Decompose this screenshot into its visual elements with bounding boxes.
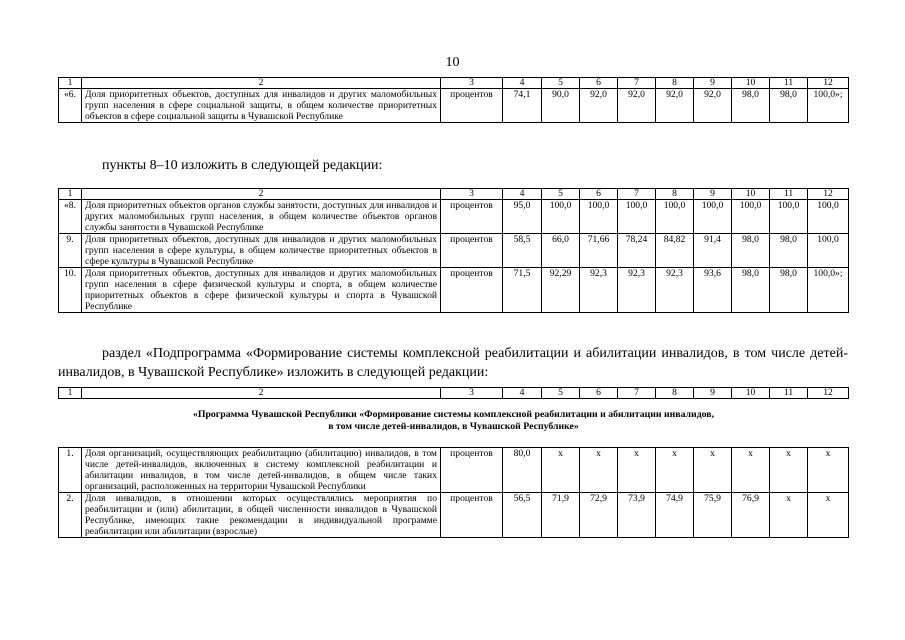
indicator-description: Доля организаций, осуществляющих реабилитацию (абилитацию) инвалидов, в том числе детей-инвалидов, включенных в систему комплексной реабилитации и абилитации инвалидов, в том числе детей-инвалидов, в общем числе таких организаций, расположенных на территории Чувашской Республики (82, 448, 441, 493)
value-cell: 91,4 (694, 234, 732, 268)
column-number: 10 (732, 78, 770, 89)
value-cell: 78,24 (618, 234, 656, 268)
value-cell: 80,0 (503, 448, 542, 493)
column-number: 2 (82, 388, 441, 399)
value-cell: 92,0 (656, 89, 694, 123)
table-3 (58, 387, 849, 538)
value-cell: 100,0»; (808, 89, 849, 123)
column-number: 6 (580, 388, 618, 399)
column-number: 5 (542, 78, 580, 89)
value-cell: 74,1 (503, 89, 542, 123)
table-row (59, 493, 849, 538)
column-number: 10 (732, 388, 770, 399)
value-cell: 75,9 (694, 493, 732, 538)
table-row (59, 89, 849, 123)
value-cell: 56,5 (503, 493, 542, 538)
column-number: 9 (694, 189, 732, 200)
program-subtitle (59, 399, 849, 448)
column-number: 9 (694, 78, 732, 89)
column-number: 11 (770, 388, 808, 399)
column-number: 8 (656, 388, 694, 399)
header-row (59, 388, 849, 399)
value-cell: 71,66 (580, 234, 618, 268)
value-cell: 74,9 (656, 493, 694, 538)
value-cell: 92,0 (694, 89, 732, 123)
value-cell: 100,0 (694, 200, 732, 234)
header-row (59, 189, 849, 200)
value-cell: x (732, 448, 770, 493)
value-cell: x (580, 448, 618, 493)
value-cell: x (808, 448, 849, 493)
unit-cell: процентов (441, 89, 503, 123)
value-cell: x (770, 448, 808, 493)
row-number: «8. (59, 200, 82, 234)
value-cell: 93,6 (694, 268, 732, 313)
value-cell: 92,3 (618, 268, 656, 313)
value-cell: x (694, 448, 732, 493)
column-number: 6 (580, 189, 618, 200)
column-number: 12 (808, 189, 849, 200)
column-number: 4 (503, 78, 542, 89)
column-number: 9 (694, 388, 732, 399)
row-number: 1. (59, 448, 82, 493)
subtitle-row (59, 399, 849, 448)
value-cell: x (542, 448, 580, 493)
column-number: 3 (441, 189, 503, 200)
value-cell: 100,0 (580, 200, 618, 234)
value-cell: 76,9 (732, 493, 770, 538)
column-number: 8 (656, 189, 694, 200)
column-number: 4 (503, 189, 542, 200)
table-row (59, 268, 849, 313)
table-2 (58, 188, 849, 313)
value-cell: 98,0 (732, 89, 770, 123)
indicator-description: Доля приоритетных объектов, доступных для инвалидов и других маломобильных групп населения в сфере социальной защиты, в общем количестве приоритетных объектов в сфере социальной защиты в Чувашской Республике (82, 89, 441, 123)
value-cell: 100,0 (618, 200, 656, 234)
unit-cell: процентов (441, 268, 503, 313)
column-number: 11 (770, 189, 808, 200)
value-cell: 98,0 (732, 268, 770, 313)
column-number: 1 (59, 388, 82, 399)
column-number: 11 (770, 78, 808, 89)
value-cell: 100,0 (656, 200, 694, 234)
column-number: 1 (59, 78, 82, 89)
value-cell: 100,0 (542, 200, 580, 234)
header-row (59, 78, 849, 89)
value-cell: 92,29 (542, 268, 580, 313)
value-cell: x (770, 493, 808, 538)
value-cell: 98,0 (770, 234, 808, 268)
table-row (59, 200, 849, 234)
value-cell: 73,9 (618, 493, 656, 538)
indicator-description: Доля приоритетных объектов, доступных для инвалидов и других маломобильных групп населения в сфере культуры, в общем количестве приоритетных объектов в сфере культуры в Чувашской Республике (82, 234, 441, 268)
column-number: 5 (542, 388, 580, 399)
column-number: 4 (503, 388, 542, 399)
column-number: 7 (618, 388, 656, 399)
subtitle-line-2: в том числе детей-инвалидов, в Чувашской Республике» (328, 421, 579, 432)
column-number: 6 (580, 78, 618, 89)
value-cell: 98,0 (770, 89, 808, 123)
column-number: 1 (59, 189, 82, 200)
unit-cell: процентов (441, 493, 503, 538)
subtitle-line-1: «Программа Чувашской Республики «Формирование системы комплексной реабилитации и абилитации инвалидов, (192, 409, 715, 420)
column-number: 3 (441, 388, 503, 399)
column-number: 7 (618, 78, 656, 89)
indicator-description: Доля приоритетных объектов органов службы занятости, доступных для инвалидов и других маломобильных групп населения, в общем количестве объектов органов службы занятости в Чувашской Республике (82, 200, 441, 234)
value-cell: 100,0»; (808, 268, 849, 313)
column-number: 2 (82, 78, 441, 89)
value-cell: 92,0 (618, 89, 656, 123)
column-number: 12 (808, 388, 849, 399)
column-number: 3 (441, 78, 503, 89)
row-number: 2. (59, 493, 82, 538)
indicator-description: Доля инвалидов, в отношении которых осуществлялись мероприятия по реабилитации и (или) абилитации, в общей численности инвалидов в Чувашской Республике, имеющих такие рекомендации в индивидуальной программе реабилитации или абилитации (взрослые) (82, 493, 441, 538)
table-row (59, 234, 849, 268)
column-number: 8 (656, 78, 694, 89)
value-cell: 98,0 (770, 268, 808, 313)
value-cell: x (618, 448, 656, 493)
value-cell: 98,0 (732, 234, 770, 268)
value-cell: 71,9 (542, 493, 580, 538)
row-number: «6. (59, 89, 82, 123)
value-cell: 71,5 (503, 268, 542, 313)
table-1 (58, 77, 849, 123)
column-number: 2 (82, 189, 441, 200)
value-cell: 92,0 (580, 89, 618, 123)
table-row (59, 448, 849, 493)
value-cell: 100,0 (808, 234, 849, 268)
column-number: 7 (618, 189, 656, 200)
page-number: 10 (445, 55, 460, 70)
unit-cell: процентов (441, 200, 503, 234)
value-cell: x (656, 448, 694, 493)
value-cell: 90,0 (542, 89, 580, 123)
paragraph-items-8-10: пункты 8–10 изложить в следующей редакции: (102, 158, 383, 173)
row-number: 9. (59, 234, 82, 268)
unit-cell: процентов (441, 234, 503, 268)
value-cell: 100,0 (808, 200, 849, 234)
value-cell: 92,3 (580, 268, 618, 313)
indicator-description: Доля приоритетных объектов, доступных для инвалидов и других маломобильных групп населения в сфере физической культуры и спорта, в общем количестве приоритетных объектов в сфере физической культуры и спорта в Чувашской Республике (82, 268, 441, 313)
paragraph-section: раздел «Подпрограмма «Формирование системы комплексной реабилитации и абилитации инвалидов, в том числе детей-инвалидов, в Чувашской Республике» изложить в следующей редакции: (58, 346, 848, 380)
column-number: 10 (732, 189, 770, 200)
value-cell: x (808, 493, 849, 538)
unit-cell: процентов (441, 448, 503, 493)
value-cell: 92,3 (656, 268, 694, 313)
column-number: 5 (542, 189, 580, 200)
column-number: 12 (808, 78, 849, 89)
value-cell: 95,0 (503, 200, 542, 234)
row-number: 10. (59, 268, 82, 313)
value-cell: 72,9 (580, 493, 618, 538)
value-cell: 58,5 (503, 234, 542, 268)
value-cell: 100,0 (770, 200, 808, 234)
value-cell: 100,0 (732, 200, 770, 234)
value-cell: 84,82 (656, 234, 694, 268)
value-cell: 66,0 (542, 234, 580, 268)
